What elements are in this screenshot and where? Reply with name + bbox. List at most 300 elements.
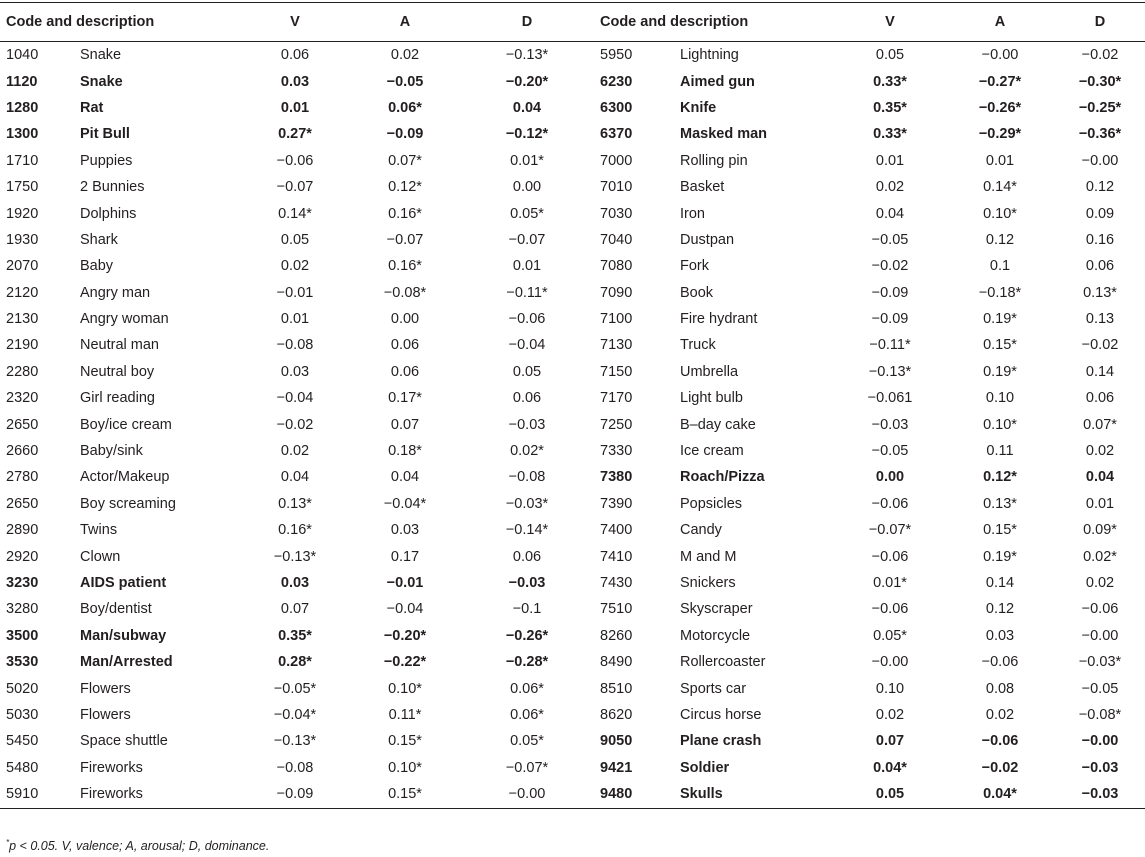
- table-row: [0, 623, 1145, 649]
- table-row: [0, 517, 1145, 543]
- left-d-value-cell: −0.04: [508, 337, 546, 354]
- left-d-value-cell: 0.01*: [510, 152, 544, 169]
- table-row: [0, 174, 1145, 200]
- right-code-cell: 9050: [600, 733, 633, 750]
- left-a-value-cell: 0.15*: [350, 781, 460, 809]
- table-row: [0, 543, 1145, 569]
- right-code-cell: 7130: [600, 337, 633, 354]
- left-d-value-cell: −0.07*: [505, 759, 549, 776]
- right-d-value-cell: −0.05: [1081, 680, 1119, 697]
- left-description-cell: Girl reading: [80, 390, 155, 407]
- right-code-cell: 7390: [600, 495, 633, 512]
- right-d-value-cell: −0.25*: [1078, 99, 1122, 116]
- right-description-cell: Rolling pin: [680, 152, 748, 169]
- table-row: [0, 385, 1145, 411]
- right-d-value-cell: −0.02: [1081, 337, 1119, 354]
- left-code-cell: 1920: [6, 205, 39, 222]
- right-description-cell: Lightning: [680, 47, 739, 64]
- table-row: [0, 649, 1145, 675]
- right-v-value-cell: −0.06: [871, 548, 909, 565]
- right-v-value-cell: 0.01*: [873, 575, 907, 591]
- right-v-value-cell: 0.02: [875, 706, 905, 723]
- col-header-d-left: D: [460, 3, 594, 42]
- left-a-value-cell: −0.05: [386, 73, 424, 90]
- right-description-cell: Skyscraper: [680, 601, 753, 618]
- right-d-value-cell: −0.03: [1055, 781, 1145, 809]
- left-description-cell: Shark: [80, 231, 118, 248]
- right-a-value-cell: −0.29*: [978, 126, 1022, 143]
- right-description-cell: Aimed gun: [680, 73, 755, 90]
- right-d-value-cell: 0.04: [1085, 469, 1115, 486]
- right-description-cell: Light bulb: [680, 390, 743, 407]
- right-d-value-cell: −0.00: [1081, 733, 1119, 750]
- right-a-value-cell: −0.26*: [978, 99, 1022, 116]
- left-code-cell: 1930: [6, 231, 39, 248]
- left-code-cell: 3530: [6, 654, 39, 671]
- table-row: [0, 491, 1145, 517]
- left-v-value-cell: 0.04: [280, 469, 310, 486]
- right-d-value-cell: −0.06: [1081, 601, 1119, 618]
- right-d-value-cell: 0.06: [1085, 258, 1115, 275]
- left-a-value-cell: −0.08*: [383, 284, 427, 301]
- left-d-value-cell: 0.06: [512, 548, 542, 565]
- right-v-value-cell: −0.03: [871, 416, 909, 433]
- left-code-cell: 5480: [6, 759, 39, 776]
- left-a-value-cell: 0.02: [390, 47, 420, 64]
- right-code-cell: 6300: [600, 99, 633, 116]
- right-v-value-cell: 0.01: [875, 152, 905, 169]
- left-description-cell: Snake: [80, 73, 123, 90]
- right-v-value-cell: 0.04*: [873, 759, 907, 776]
- right-d-value-cell: −0.36*: [1078, 126, 1122, 143]
- left-v-value-cell: 0.01: [280, 311, 310, 328]
- right-v-value-cell: 0.33*: [873, 126, 907, 143]
- footnote-marker: *: [6, 838, 10, 847]
- right-description-cell: Umbrella: [680, 363, 739, 380]
- left-v-value-cell: −0.02: [276, 416, 314, 433]
- right-a-value-cell: 0.14*: [983, 179, 1017, 196]
- left-v-value-cell: 0.02: [280, 443, 310, 460]
- left-d-value-cell: 0.02*: [510, 443, 544, 460]
- right-code-cell: 7080: [600, 258, 633, 275]
- left-code-cell: 3280: [6, 601, 39, 618]
- right-a-value-cell: 0.12: [985, 231, 1015, 248]
- col-header-a-left: A: [350, 3, 460, 42]
- left-a-value-cell: 0.18*: [388, 443, 422, 460]
- right-a-value-cell: −0.18*: [978, 284, 1022, 301]
- left-v-value-cell: −0.04*: [273, 706, 317, 723]
- left-v-value-cell: 0.02: [280, 258, 310, 275]
- left-description-cell: AIDS patient: [80, 575, 167, 591]
- right-description-cell: Iron: [680, 205, 705, 222]
- right-a-value-cell: 0.04*: [945, 781, 1055, 809]
- right-d-value-cell: 0.16: [1085, 231, 1115, 248]
- left-d-value-cell: −0.03: [508, 416, 546, 433]
- right-a-value-cell: −0.06: [981, 733, 1019, 750]
- right-v-value-cell: 0.35*: [873, 99, 907, 116]
- left-d-value-cell: −0.11*: [506, 284, 548, 301]
- left-d-value-cell: 0.06*: [510, 680, 544, 697]
- right-v-value-cell: 0.00: [875, 469, 905, 486]
- table-row: [0, 332, 1145, 358]
- table-row: [0, 306, 1145, 332]
- left-a-value-cell: 0.10*: [388, 680, 422, 697]
- left-v-value-cell: 0.13*: [278, 495, 312, 512]
- left-description-cell: Neutral boy: [80, 363, 155, 380]
- left-a-value-cell: 0.16*: [388, 205, 422, 222]
- left-d-value-cell: 0.06: [512, 390, 542, 407]
- table-row: [0, 755, 1145, 781]
- right-a-value-cell: 0.19*: [983, 311, 1017, 328]
- left-description-cell: Baby/sink: [80, 443, 143, 460]
- table-row: [0, 702, 1145, 728]
- right-a-value-cell: 0.1: [989, 258, 1011, 275]
- right-d-value-cell: 0.07*: [1083, 416, 1117, 433]
- right-a-value-cell: 0.08: [985, 680, 1015, 697]
- left-description-cell: Man/subway: [80, 627, 167, 644]
- left-d-value-cell: 0.00: [512, 179, 542, 196]
- left-v-value-cell: 0.05: [280, 231, 310, 248]
- left-v-value-cell: 0.01: [280, 99, 310, 116]
- right-description-cell: Book: [680, 284, 714, 301]
- right-a-value-cell: 0.02: [985, 706, 1015, 723]
- right-v-value-cell: −0.09: [871, 311, 909, 328]
- left-description-cell: Baby: [80, 258, 114, 275]
- left-v-value-cell: 0.06: [280, 47, 310, 64]
- left-d-value-cell: −0.03*: [505, 495, 549, 512]
- left-d-value-cell: 0.06*: [510, 706, 544, 723]
- table-row: [0, 570, 1145, 596]
- left-v-value-cell: 0.16*: [278, 522, 312, 539]
- right-code-cell: 9421: [600, 759, 633, 776]
- left-description-cell: Fireworks: [80, 781, 240, 809]
- right-code-cell: 6370: [600, 126, 633, 143]
- right-description-cell: Ice cream: [680, 443, 744, 460]
- right-description-cell: Masked man: [680, 126, 768, 143]
- right-description-cell: Motorcycle: [680, 627, 751, 644]
- right-code-cell: 7100: [600, 311, 633, 328]
- left-v-value-cell: −0.06: [276, 152, 314, 169]
- left-d-value-cell: −0.1: [512, 601, 542, 618]
- left-a-value-cell: −0.01: [386, 575, 424, 591]
- table-header: [0, 3, 1145, 42]
- right-d-value-cell: 0.02: [1085, 575, 1115, 591]
- table-row: [0, 200, 1145, 226]
- col-header-a-right: A: [945, 3, 1055, 42]
- right-a-value-cell: 0.10*: [983, 205, 1017, 222]
- right-v-value-cell: 0.05: [835, 781, 945, 809]
- left-description-cell: Flowers: [80, 706, 131, 723]
- left-d-value-cell: 0.04: [512, 99, 542, 116]
- right-d-value-cell: −0.00: [1081, 627, 1119, 644]
- left-d-value-cell: 0.05: [512, 363, 542, 380]
- left-v-value-cell: 0.28*: [278, 654, 312, 671]
- left-code-cell: 2190: [6, 337, 39, 354]
- right-d-value-cell: −0.02: [1081, 47, 1119, 64]
- left-code-cell: 5020: [6, 680, 39, 697]
- left-a-value-cell: 0.15*: [388, 733, 422, 750]
- right-code-cell: 7040: [600, 231, 633, 248]
- left-v-value-cell: −0.08: [276, 759, 314, 776]
- right-description-cell: B–day cake: [680, 416, 756, 433]
- right-a-value-cell: 0.15*: [983, 522, 1017, 539]
- left-d-value-cell: −0.08: [508, 469, 546, 486]
- left-code-cell: 2120: [6, 284, 39, 301]
- left-v-value-cell: −0.08: [276, 337, 314, 354]
- right-code-cell: 7510: [600, 601, 633, 618]
- left-a-value-cell: 0.10*: [388, 759, 422, 776]
- right-d-value-cell: 0.14: [1085, 363, 1115, 380]
- right-v-value-cell: 0.05: [875, 47, 905, 64]
- left-description-cell: Rat: [80, 99, 104, 116]
- left-description-cell: Angry man: [80, 284, 151, 301]
- left-description-cell: 2 Bunnies: [80, 179, 145, 196]
- right-v-value-cell: −0.11*: [869, 337, 911, 354]
- left-code-cell: 2070: [6, 258, 39, 275]
- right-code-cell: 7430: [600, 575, 633, 591]
- right-a-value-cell: 0.11: [986, 443, 1014, 460]
- right-code-cell: 8510: [600, 680, 633, 697]
- right-description-cell: Snickers: [680, 575, 736, 591]
- left-a-value-cell: 0.07*: [388, 152, 422, 169]
- right-description-cell: Basket: [680, 179, 725, 196]
- left-a-value-cell: 0.17: [390, 548, 420, 565]
- left-v-value-cell: −0.05*: [273, 680, 317, 697]
- left-d-value-cell: 0.01: [512, 258, 542, 275]
- right-code-cell: 7330: [600, 443, 633, 460]
- right-description-cell: Soldier: [680, 759, 730, 776]
- right-a-value-cell: 0.13*: [983, 495, 1017, 512]
- right-v-value-cell: −0.00: [871, 654, 909, 671]
- left-code-cell: 3500: [6, 627, 39, 644]
- table-row: [0, 728, 1145, 754]
- left-description-cell: Pit Bull: [80, 126, 130, 143]
- right-d-value-cell: −0.03: [1081, 759, 1119, 776]
- right-a-value-cell: 0.10*: [983, 416, 1017, 433]
- right-description-cell: Dustpan: [680, 231, 735, 248]
- col-header-code-desc-right: Code and description: [594, 3, 835, 42]
- left-d-value-cell: 0.05*: [510, 205, 544, 222]
- left-v-value-cell: 0.03: [280, 73, 310, 90]
- left-description-cell: Neutral man: [80, 337, 159, 354]
- right-code-cell: 7010: [600, 179, 633, 196]
- right-v-value-cell: 0.05*: [873, 627, 907, 644]
- table-row: [0, 95, 1145, 121]
- col-header-d-right: D: [1055, 3, 1145, 42]
- table-row: [0, 253, 1145, 279]
- right-d-value-cell: 0.06: [1085, 390, 1115, 407]
- right-a-value-cell: −0.27*: [978, 73, 1022, 90]
- right-code-cell: 7250: [600, 416, 633, 433]
- right-d-value-cell: 0.13: [1085, 311, 1115, 328]
- left-a-value-cell: −0.04*: [383, 495, 427, 512]
- left-a-value-cell: 0.07: [390, 416, 420, 433]
- left-a-value-cell: 0.04: [390, 469, 420, 486]
- left-description-cell: Puppies: [80, 152, 133, 169]
- right-v-value-cell: 0.04: [875, 205, 905, 222]
- left-code-cell: 2780: [6, 469, 39, 486]
- left-d-value-cell: −0.20*: [505, 73, 549, 90]
- right-a-value-cell: 0.12: [985, 601, 1015, 618]
- col-header-code-desc-left: Code and description: [0, 3, 240, 42]
- left-v-value-cell: 0.14*: [278, 205, 312, 222]
- table-row: [0, 227, 1145, 253]
- right-v-value-cell: 0.33*: [873, 73, 907, 90]
- table-row: [0, 596, 1145, 622]
- left-v-value-cell: 0.03: [280, 575, 310, 591]
- table-row: [0, 359, 1145, 385]
- left-description-cell: Angry woman: [80, 311, 169, 328]
- right-description-cell: Truck: [680, 337, 716, 354]
- left-code-cell: 1280: [6, 99, 39, 116]
- left-d-value-cell: 0.05*: [510, 733, 544, 750]
- left-v-value-cell: 0.27*: [278, 126, 312, 143]
- right-a-value-cell: 0.10: [985, 390, 1015, 407]
- table-footnote: [6, 838, 269, 853]
- table-row: [0, 411, 1145, 437]
- table-row: [0, 42, 1145, 69]
- left-a-value-cell: 0.06: [390, 363, 420, 380]
- right-a-value-cell: 0.14: [985, 575, 1015, 591]
- right-v-value-cell: −0.02: [871, 258, 909, 275]
- left-description-cell: Actor/Makeup: [80, 469, 170, 486]
- right-code-cell: 7170: [600, 390, 633, 407]
- left-code-cell: 5030: [6, 706, 39, 723]
- right-code-cell: 7150: [600, 363, 633, 380]
- right-v-value-cell: 0.07: [875, 733, 905, 750]
- table-row: [0, 438, 1145, 464]
- right-d-value-cell: −0.08*: [1078, 706, 1122, 723]
- col-header-v-left: V: [240, 3, 350, 42]
- left-a-value-cell: −0.22*: [383, 654, 427, 671]
- table-row: [0, 675, 1145, 701]
- left-d-value-cell: −0.03: [508, 575, 546, 591]
- left-a-value-cell: 0.03: [390, 522, 420, 539]
- right-v-value-cell: −0.06: [871, 601, 909, 618]
- right-description-cell: Knife: [680, 99, 717, 116]
- table-row: [0, 781, 1145, 809]
- right-a-value-cell: 0.12*: [983, 469, 1017, 486]
- col-header-v-right: V: [835, 3, 945, 42]
- right-description-cell: Fork: [680, 258, 709, 275]
- left-d-value-cell: −0.00: [460, 781, 594, 809]
- right-code-cell: 7000: [600, 152, 633, 169]
- right-a-value-cell: 0.19*: [983, 363, 1017, 380]
- left-code-cell: 2920: [6, 548, 39, 565]
- right-d-value-cell: 0.02: [1085, 443, 1115, 460]
- left-v-value-cell: −0.07: [276, 179, 314, 196]
- ratings-table: [0, 2, 1145, 809]
- left-v-value-cell: −0.09: [240, 781, 350, 809]
- table-row: [0, 68, 1145, 94]
- left-code-cell: 2280: [6, 363, 39, 380]
- left-description-cell: Clown: [80, 548, 121, 565]
- footnote-text: p < 0.05. V, valence; A, arousal; D, dominance.: [9, 839, 270, 854]
- right-d-value-cell: 0.02*: [1083, 548, 1117, 565]
- left-description-cell: Space shuttle: [80, 733, 168, 750]
- right-d-value-cell: −0.00: [1081, 152, 1119, 169]
- right-code-cell: 5950: [600, 47, 633, 64]
- left-v-value-cell: 0.35*: [278, 627, 312, 644]
- left-v-value-cell: −0.13*: [273, 548, 317, 565]
- left-d-value-cell: −0.07: [508, 231, 546, 248]
- left-code-cell: 3230: [6, 575, 39, 591]
- left-v-value-cell: −0.01: [276, 284, 314, 301]
- right-code-cell: 6230: [600, 73, 633, 90]
- left-a-value-cell: 0.06*: [388, 99, 422, 116]
- right-code-cell: 8620: [600, 706, 633, 723]
- left-d-value-cell: −0.06: [508, 311, 546, 328]
- right-code-cell: 7030: [600, 205, 633, 222]
- right-description-cell: M and M: [680, 548, 737, 565]
- left-v-value-cell: 0.07: [280, 601, 310, 618]
- right-description-cell: Candy: [680, 522, 722, 539]
- right-code-cell: 7400: [600, 522, 633, 539]
- right-d-value-cell: 0.09*: [1083, 522, 1117, 539]
- right-v-value-cell: −0.05: [871, 443, 909, 460]
- right-d-value-cell: 0.01: [1085, 495, 1115, 512]
- right-v-value-cell: −0.07*: [868, 522, 912, 539]
- table-body: [0, 42, 1145, 809]
- right-a-value-cell: −0.00: [981, 47, 1019, 64]
- right-a-value-cell: 0.01: [985, 152, 1015, 169]
- left-description-cell: Man/Arrested: [80, 654, 173, 671]
- right-a-value-cell: 0.15*: [983, 337, 1017, 354]
- left-code-cell: 1750: [6, 179, 39, 196]
- left-d-value-cell: −0.26*: [505, 627, 549, 644]
- right-a-value-cell: 0.03: [985, 627, 1015, 644]
- right-code-cell: 7380: [600, 469, 633, 486]
- left-code-cell: 2660: [6, 443, 39, 460]
- left-v-value-cell: −0.13*: [273, 733, 317, 750]
- right-v-value-cell: −0.05: [871, 231, 909, 248]
- left-description-cell: Boy screaming: [80, 495, 176, 512]
- right-v-value-cell: −0.13*: [868, 363, 912, 380]
- left-code-cell: 1120: [6, 73, 38, 90]
- right-d-value-cell: −0.30*: [1078, 73, 1122, 90]
- header-row: [0, 3, 1145, 42]
- left-description-cell: Boy/dentist: [80, 601, 152, 618]
- right-d-value-cell: 0.13*: [1083, 284, 1117, 301]
- left-v-value-cell: 0.03: [280, 363, 310, 380]
- right-code-cell: 8490: [600, 654, 633, 671]
- right-d-value-cell: 0.12: [1085, 179, 1115, 196]
- left-code-cell: 5910: [0, 781, 80, 809]
- right-v-value-cell: −0.061: [867, 390, 913, 407]
- left-description-cell: Dolphins: [80, 205, 137, 222]
- left-description-cell: Snake: [80, 47, 122, 64]
- left-d-value-cell: −0.28*: [505, 654, 549, 671]
- left-a-value-cell: 0.12*: [388, 179, 422, 196]
- left-description-cell: Boy/ice cream: [80, 416, 172, 433]
- left-code-cell: 2130: [6, 311, 39, 328]
- left-d-value-cell: −0.14*: [505, 522, 549, 539]
- left-d-value-cell: −0.12*: [505, 126, 549, 143]
- left-a-value-cell: −0.09: [386, 126, 424, 143]
- right-description-cell: Skulls: [680, 781, 835, 809]
- left-a-value-cell: 0.17*: [388, 390, 422, 407]
- left-a-value-cell: −0.04: [386, 601, 424, 618]
- right-description-cell: Plane crash: [680, 733, 762, 750]
- left-v-value-cell: −0.04: [276, 390, 314, 407]
- left-code-cell: 2890: [6, 522, 39, 539]
- right-v-value-cell: −0.09: [871, 284, 909, 301]
- table-row: [0, 464, 1145, 490]
- right-code-cell: 7090: [600, 284, 633, 301]
- left-code-cell: 1300: [6, 126, 39, 143]
- left-a-value-cell: 0.06: [390, 337, 420, 354]
- left-code-cell: 1710: [6, 152, 39, 169]
